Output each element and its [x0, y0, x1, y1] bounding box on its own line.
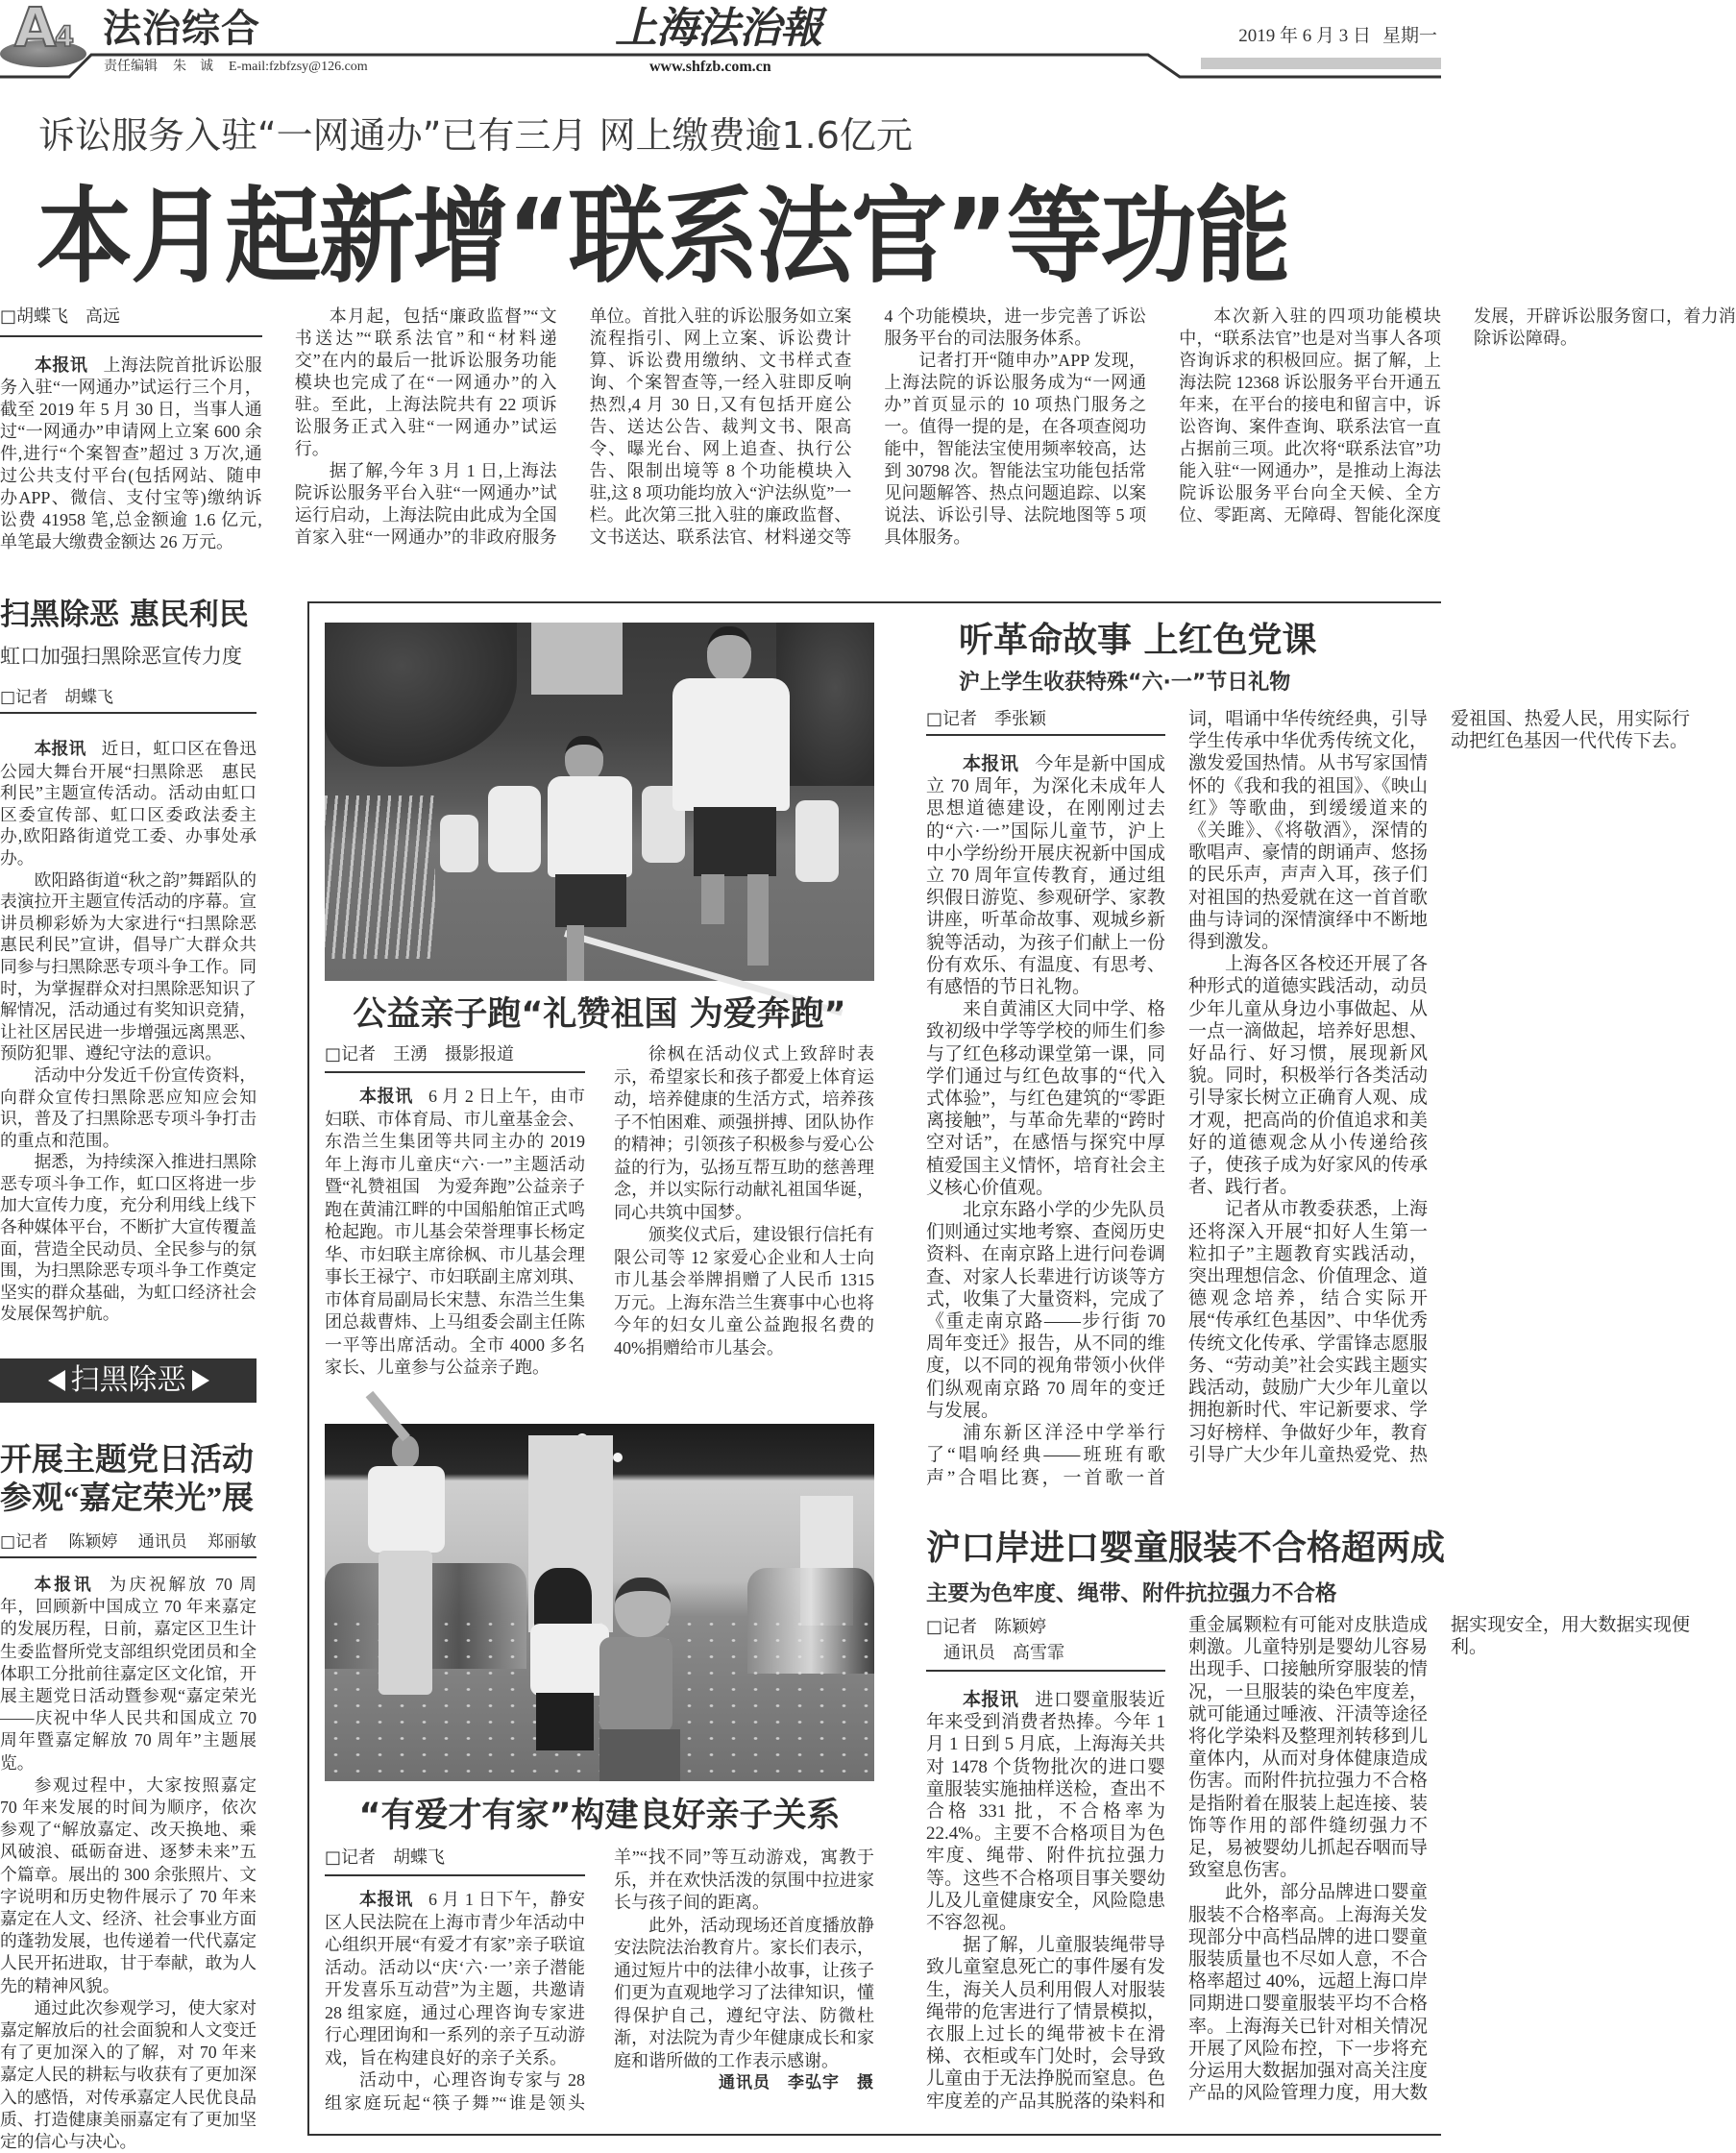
photo-runner-man-leg [701, 874, 724, 924]
photo-runner-man-head [707, 626, 751, 682]
photo-boy-legs [599, 1729, 680, 1781]
story-paragraph [0, 1574, 257, 1774]
website-url: www.shfzb.com.cn [649, 59, 771, 75]
story-paragraph: 活动中，心理咨询专家与 28 组家庭玩起“筷子舞”“谁是领头羊”“找不同”等互动游戏，寓教于乐，并在欢快活泼的氛围中拉进家长与孩子间的距离。 [325, 1847, 874, 2113]
story-paragraph: 参观过程中，大家按照嘉定 70 年来发展的时间为顺序，依次参观了“解放嘉定、改天换地、乘风破浪、砥砺奋进、逐梦未来”五个篇章。展出的 300 余张照片、文字说明和历史物件展示了 70 年来嘉定在人文、经济、社会事业方面的蓬勃发展，也传递着一代代嘉定人民开拓进取，甘于奉献，敢为人先的精神风貌。 [0, 1774, 257, 1995]
lead-kicker: 诉讼服务入驻“一网通办”已有三月 网上缴费逾1.6亿元 [38, 114, 913, 157]
red-lesson-story-title: 听革命故事 上红色党课 [959, 621, 1317, 660]
paragraph-text: 上海法院首批诉讼服务入驻“一网通办”试运行三个月，截至 2019 年 5 月 30 日，当事人通过“一网通办”申请网上立案 600 余件,进行“个案智查”超过 3 万次,通过公共支付平台(包括网站、随申办APP、微信、支付宝等)缴纳诉讼费 41958 笔,总金额逾 1.6 亿元,单笔最大缴费金额达 26 万元。 [0, 355, 262, 551]
story-paragraph: 浦东新区洋泾中学举行了“唱响经典——班班有歌声”合唱比赛，一首歌一首词，唱诵中华传统经典，引导学生传承中华优秀传统文化，激发爱国热情。从书写家国情怀的《我和我的祖国》、《映山红》等歌曲，到缓缓道来的《关雎》、《将敬酒》，深情的歌唱声、豪情的朗诵声、悠扬的民乐声，声声入耳，孩子们对祖国的热爱就在这一首首歌曲与诗词的深情演绎中不断地得到激发。 [926, 709, 1428, 1488]
photo-boy-shirt [599, 1637, 672, 1733]
baby-clothing-story-subtitle: 主要为色牢度、绳带、附件抗拉强力不合格 [926, 1581, 1337, 1606]
editor-email: E-mail:fzbfzsy@126.com [229, 60, 368, 74]
photo-girl-pants [379, 1551, 432, 1695]
photo-crowd-runner [440, 815, 478, 872]
red-lesson-story-byline: □记者 季张颖 [926, 708, 1165, 736]
photo-building [531, 623, 623, 695]
photo-boy-head [615, 1578, 671, 1637]
photo-girl-shirt [368, 1466, 445, 1553]
story-paragraph: 通过此次参观学习，使大家对嘉定解放后的社会面貌和人文变迁有了更加深入的了解，对 70 年来嘉定人民的耕耘与收获有了更加深入的感悟，对传承嘉定人民优良品质、打造健康美丽嘉定有了更加坚定的信心与决心。 [0, 1997, 257, 2152]
byline-part: 陈颖婷 [68, 1532, 118, 1552]
byline-part: 郑丽敏 [208, 1532, 257, 1552]
triangle-right-icon [192, 1370, 209, 1391]
paragraph-text: 6 月 2 日上午，由市妇联、市体育局、市儿童基金会、东浩兰生集团等共同主办的 2019 年上海市儿童庆“六·一”主题活动暨“礼赞祖国 为爱奔跑”公益亲子跑在黄浦江畔的中国船舶馆正式鸣枪起跑。市儿基会荣誉理事长杨定华、市妇联主席徐枫、市儿基会理事长王禄宁、市妇联副主席刘琪、市体育局副局长宋慧、东浩兰生集团总裁曹炜、上马组委会副主任陈一平等出席活动。全市 4000 多名家长、儿童参与公益亲子跑。 [325, 1087, 585, 1377]
editor-line [104, 59, 383, 75]
title-line: 开展主题党日活动 [0, 1443, 254, 1478]
issue-weekday: 星期一 [1381, 26, 1437, 46]
photo-family-activity [325, 1424, 874, 1781]
story-paragraph: 据了解，儿童服装绳带导致儿童窒息死亡的事件屡有发生，海关人员利用假人对服装绳带的危害进行了情景模拟，衣服上过长的绳带被卡在滑梯、衣柜或车门处时，会导致儿童由于无法挣脱而窒息。色牢度差的产品其脱落的染料和重金属颗粒有可能对皮肤造成刺激。儿童特别是婴幼儿容易出现手、口接触所穿服装的情况，一旦服装的染色牢度差，就可能通过唾液、汗渍等途径将化学染料及整理剂转移到儿童体内，从而对身体健康造成伤害。而附件抗拉强力不合格是指附着在服装上起连接、装饰等作用的部件缝纫强力不足，易被婴幼儿抓起吞咽而导致窒息伤害。 [926, 1615, 1428, 2112]
story-paragraph [325, 1086, 585, 1380]
lead-headline: 本月起新增“联系法官”等功能 [37, 176, 1289, 298]
party-day-story-title [0, 1441, 257, 1518]
story-paragraph: 据悉，为持续深入推进扫黑除恶专项斗争工作，虹口区将进一步加大宣传力度，充分利用线上线下各种媒体平台，不断扩大宣传覆盖面，营造全民动员、全民参与的氛围，为扫黑除恶专项斗争工作奠定坚实的群众基础，为虹口经济社会发展保驾护航。 [0, 1152, 257, 1324]
story-paragraph: 活动中分发近千份宣传资料，向群众宣传扫黑除恶应知应会知识，普及了扫黑除恶专项斗争打击的重点和范围。 [0, 1064, 257, 1150]
red-lesson-story-body [926, 708, 1690, 1491]
photo-runner-man-leg [747, 874, 769, 966]
photo-tree-canopy [325, 623, 517, 767]
photo-fence [325, 795, 435, 959]
family-story-byline: □记者 胡蝶飞 [325, 1847, 585, 1876]
dateline-label: 本报讯 [963, 1689, 1019, 1710]
paragraph-text: 进口婴童服装近年来受到消费者热捧。今年 1 月 1 日到 5 月底，上海海关共对 1478 个货物批次的进口婴童服装实施抽样送检，查出不合格 331 批，不合格率为 22.4%。主要不合格项目为色牢度、绳带、附件抗拉强力等。这些不合格项目事关婴幼儿及儿童健康安全，风险隐患不容忽视。 [926, 1690, 1165, 1934]
triangle-left-icon [48, 1370, 65, 1391]
dateline-label: 本报讯 [963, 753, 1019, 774]
photo-runner-boy-leg [567, 925, 584, 981]
sweep-campaign-banner [0, 1358, 257, 1403]
byline-part: 通讯员 [137, 1532, 187, 1552]
lead-paragraph: 据了解,今年 3 月 1 日,上海法院诉讼服务平台入驻“一网通办”试运行启动，上海法院由此成为全国首家入驻“一网通办”的非政府服务单位。首批入驻的诉讼服务如立案流程指引、网上立案、诉讼费计算、诉讼费用缴纳、文书样式查询、个案智查等,一经入驻即反响热烈,4 月 30 日,又有包括开庭公告、送达公告、裁判文书、限高令、曝光台、网上追查、执行公告、限制出境等 8 个功能模块入驻,这 8 项功能均放入“沪法纵览”一栏。此次第三批入驻的廉政监督、文书送达、联系法官、材料递交等 4 个功能模块，进一步完善了诉讼服务平台的司法服务体系。 [294, 306, 1147, 547]
issue-date-text: 2019 年 6 月 3 日 [1238, 26, 1371, 46]
photo-crowd-runner [795, 800, 839, 882]
title-line: 参观“嘉定荣光”展 [0, 1481, 254, 1516]
story-paragraph: 记者从市教委获悉，上海还将深入开展“扣好人生第一粒扣子”主题教育实践活动，突出理想信念、价值理念、道德观念培养，结合实际开展“传承红色基因”、中华优秀传统文化传承、学雷锋志愿服务、“劳动美”社会实践主题实践活动，鼓励广大少年儿童以拥抱新时代、牢记新要求、学习好榜样、争做好少年，教育引导广大少年儿童热爱党、热爱祖国、热爱人民，用实际行动把红色基因一代代传下去。 [1188, 709, 1690, 1465]
photo-charity-run [325, 623, 874, 981]
story-paragraph: 北京东路小学的少先队员们则通过实地考察、查阅历史资料、在南京路上进行问卷调查、对家人长辈进行访谈等方式，收集了大量资料，完成了《重走南京路——步行街 70 周年变迁》报告，从不同的维度，以不同的视角带领小伙伴们纵观南京路 70 周年的变迁与发展。 [926, 1200, 1165, 1421]
page-badge-number: 4 [55, 20, 75, 53]
photo-runner-boy-shirt [548, 776, 632, 877]
paragraph-text: 6 月 1 日下午，静安区人民法院在上海市青少年活动中心组织开展“有爱才有家”亲子联谊活动。活动以“庆‘六·一’亲子潜能开发喜乐互动营”为主题，共邀请 28 组家庭，通过心理咨询专家进行心理团询和一系列的亲子互动游戏，旨在构建良好的亲子关系。 [325, 1890, 585, 2067]
masthead [0, 0, 1441, 86]
family-story-caption-title: “有爱才有家”构建良好亲子关系 [358, 1797, 841, 1835]
byline-line: 通讯员 高雪霏 [943, 1643, 1064, 1663]
run-story-caption-title: 公益亲子跑“礼赞祖国 为爱奔跑” [353, 995, 846, 1034]
sweep-story-byline: □记者 胡蝶飞 [0, 687, 257, 714]
photo-woman-pants [536, 1693, 594, 1750]
lead-paragraph: 本月起，包括“廉政监督”“文书送达”“联系法官”和“材料递交”在内的最后一批诉讼服务功能模块也完成了在“一网通办”的入驻。至此，上海法院共有 22 项诉讼服务正式入驻“一网通办”试运行。 [294, 306, 557, 458]
photo-runner-man-shirt [672, 678, 790, 811]
dateline-label: 本报讯 [35, 355, 88, 376]
issue-date [1238, 25, 1437, 48]
editor-name: 朱 诚 [173, 60, 213, 74]
photo-girl-head [392, 1435, 419, 1468]
story-paragraph [0, 738, 257, 869]
story-paragraph: 上海各区各校还开展了各种形式的道德实践活动，动员少年儿童从身边小事做起、从一点一滴做起，培养好思想、好品行、好习惯，展现新风貌。同时，积极举行各类活动引导家长树立正确育人观、成才观，把高尚的价值追求和美好的道德观念从小传递给孩子，使孩子成为好家风的传承者、践行者。 [1188, 954, 1428, 1198]
paragraph-text: 今年是新中国成立 70 周年，为深化未成年人思想道德建设，在刚刚过去的“六·一”国际儿童节，沪上中小学纷纷开展庆祝新中国成立 70 周年宣传教育，通过组织假日游览、参观研学、家教讲座，听革命故事、观城乡新貌等活动，为孩子们献上一份份有欢乐、有温度、有思考、有感悟的节日礼物。 [926, 754, 1165, 998]
page-badge-letter: A [14, 0, 57, 60]
story-paragraph [926, 1689, 1165, 1934]
section-title: 法治综合 [103, 7, 260, 51]
dateline-label: 本报讯 [359, 1890, 413, 1910]
paragraph-text: 近日，虹口区在鲁迅公园大舞台开展“扫黑除恶 惠民利民”主题宣传活动。活动由虹口区委宣传部、虹口区委政法委主办,欧阳路街道党工委、办事处承办。 [0, 739, 257, 868]
dateline-label: 本报讯 [34, 1575, 94, 1595]
family-story-body [325, 1847, 874, 2120]
baby-clothing-story-body [926, 1614, 1690, 2114]
party-day-story-body [0, 1574, 257, 2152]
run-story-body [325, 1043, 874, 1385]
story-paragraph: 此外，活动现场还首度播放静安法院法治教育片。家长们表示，通过短片中的法律小故事，让孩子们更为直观地学习了法律知识，懂得保护自己，遵纪守法、防微杜渐，对法院为青少年健康成长和家庭和谐所做的工作表示感谢。 [614, 1915, 874, 2070]
photo-runner-boy-head [565, 736, 603, 782]
story-paragraph: 徐枫在活动仪式上致辞时表示，希望家长和孩子都爱上体育运动，培养健康的生活方式，培养孩子不怕困难、顽强拼搏、团队协作的精神；引领孩子积极参与爱心公益的行为，弘扬互帮互助的慈善理念，并以实际行动献礼祖国华诞，同心共筑中国梦。 [614, 1044, 874, 1222]
lead-paragraph: 本次新入驻的四项功能模块中，“联系法官”也是对当事人各项咨询诉求的积极回应。据了解，上海法院 12368 诉讼服务平台开通五年来，在平台的接电和留言中，诉讼咨询、案件查询、联系法官一直占据前三项。此次将“联系法官”功能入驻“一网通办”，是推动上海法院诉讼服务平台向全天候、全方位、零距离、无障碍、智能化深度发展，开辟诉讼服务窗口，着力消除诉讼障碍。 [1179, 306, 1736, 525]
run-story-byline: □记者 王湧 摄影报道 [325, 1043, 585, 1073]
photo-woman-shirt [530, 1624, 609, 1696]
story-paragraph [926, 753, 1165, 998]
story-paragraph [325, 1889, 585, 2069]
byline-part: □记者 [0, 1532, 49, 1552]
editor-label: 责任编辑 [104, 60, 158, 74]
photo-ceiling-light [613, 1453, 623, 1462]
sweep-story-body [0, 738, 274, 1353]
story-paragraph: 颁奖仪式后，建设银行信托有限公司等 12 家爱心企业和人士向市儿基会举牌捐赠了人民币 1315 万元。上海东浩兰生赛事中心也将今年的妇女儿童公益跑报名费的 40%捐赠给市儿基会。 [614, 1225, 874, 1358]
sweep-story-title: 扫黑除恶 惠民利民 [0, 598, 249, 632]
lead-story-body [0, 306, 1736, 557]
party-day-story-byline [0, 1531, 257, 1558]
story-paragraph: 来自黄浦区大同中学、格致初级中学等学校的师生们参与了红色移动课堂第一课，同学们通过与红色故事的“代入式体验”，与红色建筑的“零距离接触”，与革命先辈的“跨时空对话”，在感悟与探究中厚植爱国主义情怀，培育社会主义核心价值观。 [926, 999, 1165, 1198]
byline-line: □记者 陈颖婷 [926, 1617, 1047, 1637]
photo-runner-boy-shorts [555, 874, 626, 927]
photo-crowd-runner [488, 786, 541, 872]
baby-clothing-story-title: 沪口岸进口婴童服装不合格超两成 [926, 1529, 1446, 1568]
photo-tree-canopy [776, 623, 874, 786]
lead-paragraph: 记者打开“随申办”APP 发现，上海法院的诉讼服务成为“一网通办”首页显示的 10 项热门服务之一。值得一提的是，在各项查阅功能中，智能法宝使用频率较高，达到 30798 次。智能法宝功能包括常见问题解答、热点问题追踪、以案说法、诉讼引导、法院地图等 5 项具体服务。 [884, 351, 1147, 547]
story-paragraph: 欧阳路街道“秋之韵”舞蹈队的表演拉开主题宣传活动的序幕。宣讲员柳彩娇为大家进行“扫黑除恶 惠民利民”宣讲，倡导广大群众共同参与扫黑除恶专项斗争工作。同时，为掌握群众对扫黑除恶知识了解情况，活动通过有奖知识竞猜，让社区居民进一步增强远离黑恶、预防犯罪、遵纪守法的意识。 [0, 869, 274, 1064]
paragraph-text: 为庆祝解放 70 周年，回顾新中国成立 70 年来嘉定的发展历程，日前，嘉定区卫生计生委监督所党支部组织党团员和全体职工分批前往嘉定区文化馆，开展主题党日活动暨参观“嘉定荣光——庆祝中华人民共和国成立 70 周年暨嘉定解放 70 周年”主题展览。 [0, 1575, 257, 1773]
dateline-label: 本报讯 [359, 1087, 413, 1107]
red-lesson-story-subtitle: 沪上学生收获特殊“六·一”节日礼物 [959, 671, 1291, 695]
photo-runner-man-shorts [694, 807, 776, 876]
photo-credit: 通讯员 李弘宇 摄 [719, 2073, 874, 2092]
story-paragraph: 此外，部分品牌进口婴童服装不合格率高。上海海关发现部分中高档品牌的进口婴童服装质量也不尽如人意，不合格率超过 40%，远超上海口岸同期进口婴童服装平均不合格率。上海海关已针对相关情况开展了风险布控，下一步将充分运用大数据加强对高关注度产品的风险管理力度，用大数据实现安全，用大数据实现便利。 [1188, 1615, 1690, 2104]
lead-byline: □胡蝶飞 高远 [0, 306, 262, 337]
sweep-story-subtitle: 虹口加强扫黑除恶宣传力度 [0, 645, 242, 668]
banner-label: 扫黑除恶 [70, 1363, 186, 1397]
date-bar [1201, 58, 1441, 69]
lead-paragraph [0, 355, 262, 553]
baby-clothing-story-byline [926, 1614, 1165, 1672]
dateline-label: 本报讯 [34, 739, 86, 759]
newspaper-logo: 上海法治報 [615, 5, 821, 52]
